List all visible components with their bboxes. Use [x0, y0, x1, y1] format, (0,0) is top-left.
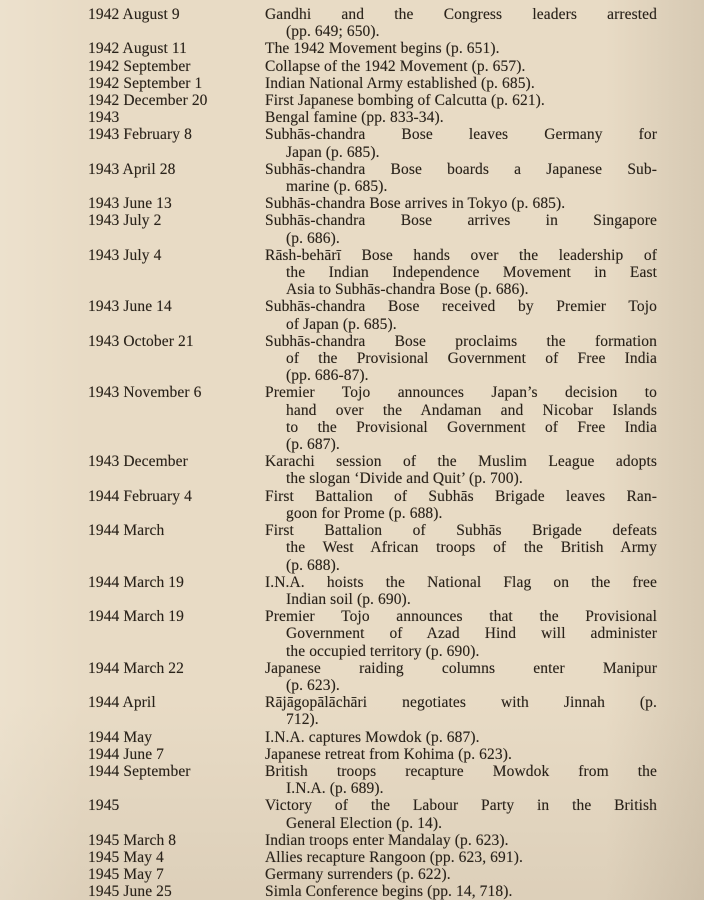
chronology-entry: [88, 109, 704, 126]
entry-line: Japanese raiding columns enter Manipur: [265, 659, 657, 677]
entry-line: Rāsh-behārī Bose hands over the leadership of: [265, 246, 657, 264]
chronology-entry: [88, 6, 704, 40]
entry-date: 1942 August 9: [88, 6, 180, 23]
chronology-entry: [88, 384, 704, 453]
entry-line: to the Provisional Government of Free India: [286, 418, 657, 436]
entry-line: (p. 623).: [286, 676, 340, 694]
entry-line: I.N.A. captures Mowdok (p. 687).: [265, 728, 480, 746]
entry-line: the slogan ‘Divide and Quit’ (p. 700).: [286, 470, 523, 488]
entry-line: Indian National Army established (p. 685).: [265, 74, 535, 92]
entry-description: [265, 729, 657, 746]
chronology-entry: [88, 883, 704, 900]
entry-date: 1945 May 4: [88, 848, 164, 866]
entry-description: [265, 849, 657, 866]
chronology-entry: [88, 866, 704, 883]
chronology-entry: [88, 488, 704, 522]
chronology-entry: [88, 298, 704, 332]
entry-line: Subhās-chandra Bose proclaims the formation: [265, 332, 657, 350]
entry-description: [265, 161, 657, 195]
chronology-entry: [88, 195, 704, 212]
chronology-entry: [88, 126, 704, 160]
entry-line: Subhās-chandra Bose received by Premier Tojo: [265, 298, 657, 316]
entry-line: First Battalion of Subhās Brigade leaves Ran-: [265, 487, 657, 505]
chronology-entry: [88, 694, 704, 728]
entry-line: (p. 687).: [286, 436, 340, 454]
entry-date: 1944 April: [88, 694, 156, 712]
entry-line: Subhās-chandra Bose leaves Germany for: [265, 126, 657, 144]
entry-line: Simla Conference begins (pp. 14, 718).: [265, 883, 513, 901]
entry-description: [265, 694, 657, 728]
entry-line: hand over the Andaman and Nicobar Islands: [286, 401, 657, 419]
entry-line: Karachi session of the Muslim League adopts: [265, 453, 657, 471]
entry-description: [265, 608, 657, 660]
entry-line: Subhās-chandra Bose boards a Japanese Sub-: [265, 160, 657, 178]
entry-date: 1945 June 25: [88, 883, 172, 901]
entry-date: 1943 November 6: [88, 384, 202, 402]
chronology-entry: [88, 40, 704, 57]
entry-line: Gandhi and the Congress leaders arrested: [265, 6, 657, 23]
chronology-entry: [88, 92, 704, 109]
entry-date: 1943 October 21: [88, 332, 194, 350]
entry-description: [265, 453, 657, 487]
entry-date: 1943 February 8: [88, 126, 192, 144]
entry-date: 1943: [88, 109, 120, 127]
entry-description: [265, 883, 657, 900]
entry-line: Collapse of the 1942 Movement (p. 657).: [265, 57, 526, 75]
entry-description: [265, 574, 657, 608]
entry-line: 712).: [286, 711, 319, 729]
entry-description: [265, 75, 657, 92]
entry-line: the occupied territory (p. 690).: [286, 642, 480, 660]
entry-date: 1943 June 14: [88, 298, 172, 316]
chronology-entry: [88, 729, 704, 746]
entry-line: (p. 688).: [286, 556, 340, 574]
entry-description: [265, 797, 657, 831]
chronology-entry: [88, 453, 704, 487]
entry-description: [265, 832, 657, 849]
entry-description: [265, 195, 657, 212]
entry-line: Allies recapture Rangoon (pp. 623, 691).: [265, 848, 523, 866]
entry-line: goon for Prome (p. 688).: [286, 504, 443, 522]
entry-line: marine (p. 685).: [286, 178, 388, 196]
entry-line: Germany surrenders (p. 622).: [265, 866, 451, 884]
entry-line: of the Provisional Government of Free India: [286, 350, 657, 368]
entry-description: [265, 40, 657, 57]
chronology-entry: [88, 608, 704, 660]
entry-line: First Battalion of Subhās Brigade defeats: [265, 522, 657, 540]
entry-date: 1944 September: [88, 762, 191, 780]
entry-line: General Election (p. 14).: [286, 814, 443, 832]
entry-line: (pp. 649; 650).: [286, 23, 380, 41]
entry-line: Bengal famine (pp. 833-34).: [265, 109, 444, 127]
entry-line: I.N.A. hoists the National Flag on the free: [265, 573, 657, 591]
entry-line: First Japanese bombing of Calcutta (p. 621).: [265, 92, 545, 110]
entry-description: [265, 58, 657, 75]
entry-date: 1944 February 4: [88, 487, 192, 505]
entry-description: [265, 660, 657, 694]
entry-description: [265, 746, 657, 763]
entry-description: [265, 866, 657, 883]
entry-line: Indian soil (p. 690).: [286, 590, 411, 608]
chronology-entry: [88, 333, 704, 385]
entry-line: Indian troops enter Mandalay (p. 623).: [265, 831, 509, 849]
chronology-entry: [88, 75, 704, 92]
entry-description: [265, 109, 657, 126]
entry-description: [265, 212, 657, 246]
entry-description: [265, 522, 657, 574]
entry-date: 1944 March 22: [88, 659, 185, 677]
entry-date: 1942 September: [88, 57, 191, 75]
entry-line: Subhās-chandra Bose arrives in Tokyo (p. 685).: [265, 195, 566, 213]
entry-date: 1943 July 2: [88, 212, 162, 230]
chronology-entry: [88, 522, 704, 574]
entry-line: (pp. 686-87).: [286, 367, 369, 385]
entry-date: 1942 September 1: [88, 74, 203, 92]
entry-line: of Japan (p. 685).: [286, 315, 397, 333]
entry-line: Asia to Subhās-chandra Bose (p. 686).: [286, 281, 529, 299]
chronology-entry: [88, 660, 704, 694]
entry-description: [265, 247, 657, 299]
chronology-entry: [88, 832, 704, 849]
entry-line: Victory of the Labour Party in the British: [265, 797, 657, 815]
entry-line: The 1942 Movement begins (p. 651).: [265, 40, 500, 58]
chronology-entry: [88, 161, 704, 195]
entry-date: 1943 June 13: [88, 195, 172, 213]
entry-description: [265, 333, 657, 385]
entry-date: 1944 March: [88, 522, 165, 540]
chronology-entry: [88, 746, 704, 763]
entry-date: 1945: [88, 797, 120, 815]
entry-date: 1943 July 4: [88, 246, 162, 264]
chronology-entry: [88, 849, 704, 866]
entry-description: [265, 488, 657, 522]
entry-date: 1945 March 8: [88, 831, 177, 849]
entry-description: [265, 384, 657, 453]
entry-date: 1945 May 7: [88, 866, 164, 884]
entry-line: Subhās-chandra Bose arrives in Singapore: [265, 212, 657, 230]
entry-line: I.N.A. (p. 689).: [286, 780, 384, 798]
chronology-entry: [88, 797, 704, 831]
entry-date: 1943 April 28: [88, 160, 176, 178]
entry-line: (p. 686).: [286, 229, 340, 247]
entry-date: 1944 May: [88, 728, 153, 746]
entry-date: 1942 December 20: [88, 92, 208, 110]
chronology-entry: [88, 247, 704, 299]
entry-date: 1944 June 7: [88, 745, 165, 763]
chronology-entry: [88, 763, 704, 797]
entry-line: Premier Tojo announces Japan’s decision to: [265, 384, 657, 402]
entry-line: the Indian Independence Movement in East: [286, 264, 657, 282]
entry-description: [265, 92, 657, 109]
chronology-entry: [88, 574, 704, 608]
entry-line: Government of Azad Hind will administer: [286, 625, 657, 643]
entry-date: 1944 March 19: [88, 608, 185, 626]
entry-date: 1943 December: [88, 453, 188, 471]
chronology-entry: [88, 58, 704, 75]
entry-description: [265, 298, 657, 332]
entry-line: Rājāgopālāchāri negotiates with Jinnah (p.: [265, 694, 657, 712]
entry-description: [265, 6, 657, 40]
entry-line: Japanese retreat from Kohima (p. 623).: [265, 745, 512, 763]
entry-line: Japan (p. 685).: [286, 143, 380, 161]
entry-description: [265, 763, 657, 797]
entry-line: the West African troops of the British Army: [286, 539, 657, 557]
chronology-entry: [88, 212, 704, 246]
entry-line: Premier Tojo announces that the Provisional: [265, 608, 657, 626]
entry-line: British troops recapture Mowdok from the: [265, 762, 657, 780]
entry-date: 1944 March 19: [88, 573, 185, 591]
chronology-list: [88, 6, 704, 901]
entry-date: 1942 August 11: [88, 40, 188, 58]
entry-description: [265, 126, 657, 160]
